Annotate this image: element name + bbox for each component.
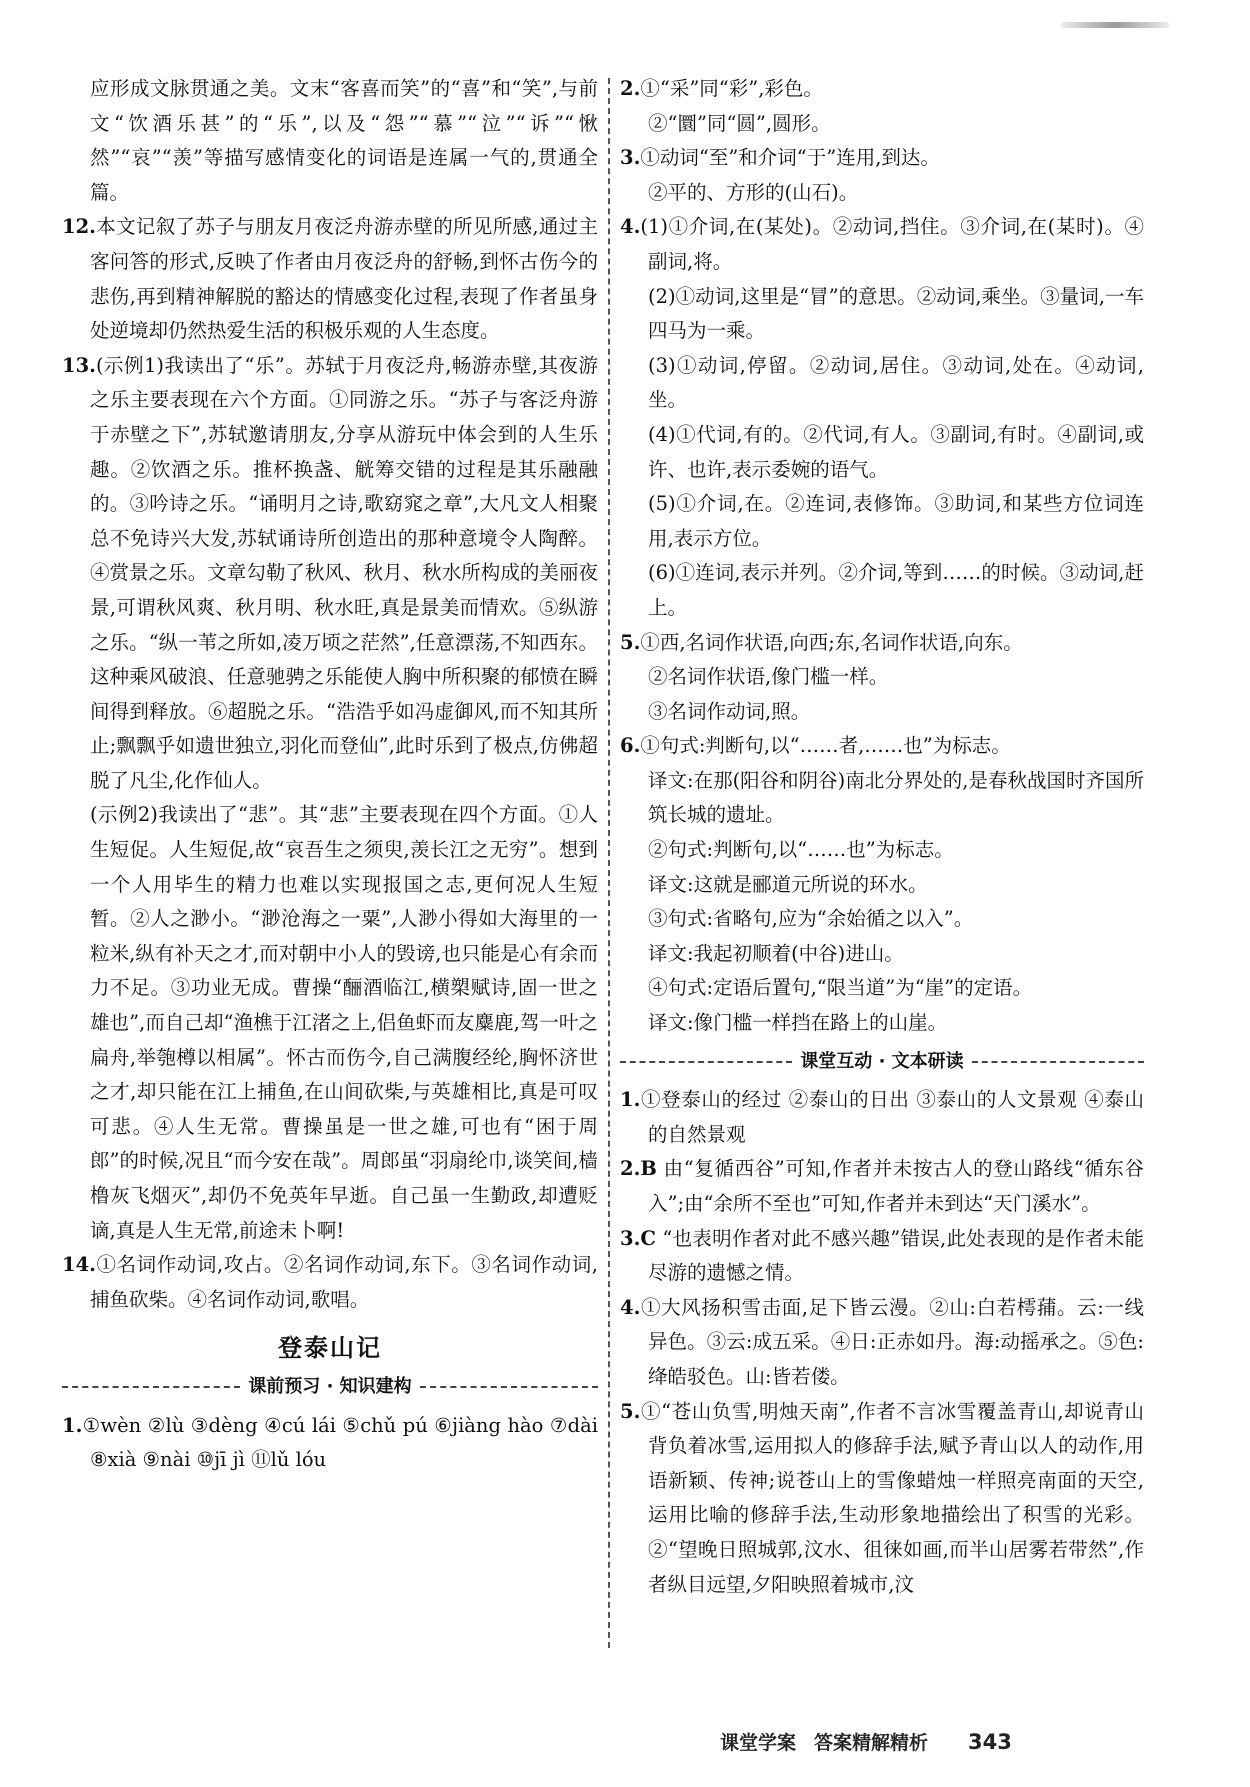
section-band-label: 课前预习 · 知识建构 [248,1375,412,1397]
answer-line: ②名词作状语,像门槛一样。 [648,665,889,689]
answer-line: (4)①代词,有的。②代词,有人。③副词,有时。④副词,或许、也许,表示委婉的语气。 [648,422,1144,481]
answer-number: 12. [62,215,96,239]
answer-number: 4. [620,215,641,239]
answer-line: (1)①介词,在(某处)。②动词,挡住。③介词,在(某时)。④副词,将。 [640,215,1144,273]
answer-text: ①wèn ②lù ③dèng ④cú lái ⑤chǔ pú ⑥jiàng hào ⑦dài ⑧xià ⑨nài ⑩jī jì ⑪lǔ lóu [82,1413,598,1472]
answer-line: ①动词“至”和介词“于”连用,到达。 [640,146,940,170]
right-column [620,72,1144,1602]
classroom-answer-3 [620,1222,1144,1291]
answer-line: 译文:这就是郦道元所说的环水。 [648,872,928,896]
answer-number: 14. [62,1253,96,1277]
dashed-rule [62,1386,240,1388]
answer-line: ③句式:省略句,应为“余始循之以入”。 [648,907,974,931]
answer-number: 4. [620,1295,641,1319]
answer-text: (示例1)我读出了“乐”。苏轼于月夜泛舟,畅游赤壁,其夜游之乐主要表现在六个方面。①同游之乐。“苏子与客泛舟游于赤壁之下”,苏轼邀请朋友,分享从游玩中体会到的人生乐趣。②饮酒之乐。推杯换盏、觥筹交错的过程是其乐融融的。③吟诗之乐。“诵明月之诗,歌窈窕之章”,大凡文人相聚总不免诗兴大发,苏轼诵诗所创造出的那种意境令人陶醉。④赏景之乐。文章勾勒了秋风、秋月、秋水所构成的美丽夜景,可谓秋风爽、秋月明、秋水旺,真是景美而情欢。⑤纵游之乐。“纵一苇之所如,凌万顷之茫然”,任意漂荡,不知西东。这种乘风破浪、任意驰骋之乐能使人胸中所积聚的郁愤在瞬间得到释放。⑥超脱之乐。“浩浩乎如冯虚御风,而不知其所止;飘飘乎如遗世独立,羽化而登仙”,此时乐到了极点,仿佛超脱了凡尘,化作仙人。 [90,353,598,792]
preview-answer-5 [620,626,1144,661]
page-number: 343 [968,1730,1012,1754]
preview-answer-3 [620,141,1144,176]
classroom-answer-4 [620,1291,1144,1395]
preview-answer-1 [62,1409,598,1478]
answer-line: ②句式:判断句,以“……也”为标志。 [648,838,954,862]
answer-line: (6)①连词,表示并列。②介词,等到……的时候。③动词,赶上。 [648,561,1144,619]
section-band-classroom [620,1045,1144,1080]
answer-13 [62,349,598,799]
answer-number: 6. [620,734,641,758]
answer-number: 5. [620,630,641,654]
preview-answer-6 [620,729,1144,764]
answer-line: ②“圜”同“圆”,圆形。 [648,111,831,135]
answer-line: (3)①动词,停留。②动词,居住。③动词,处在。④动词,坐。 [648,353,1144,412]
answer-number: 1. [620,1088,641,1112]
answer-line: 译文:像门槛一样挡在路上的山崖。 [648,1011,948,1035]
preview-answer-2 [620,72,1144,107]
answer-number: 3. [620,146,641,170]
answer-line: 译文:在那(阳谷和阴谷)南北分界处的,是春秋战国时齐国所筑长城的遗址。 [648,768,1144,827]
answer-text: “也表明作者对此不感兴趣”错误,此处表现的是作者未能尽游的遗憾之情。 [648,1226,1144,1285]
answer-line: ①西,名词作状语,向西;东,名词作状语,向东。 [640,630,1023,654]
classroom-answer-5 [620,1395,1144,1603]
answer-text: ①登泰山的经过 ②泰山的日出 ③泰山的人文景观 ④泰山的自然景观 [640,1088,1144,1146]
footer-subtitle: 答案精解精析 [814,1732,929,1754]
answer-13-example-2: (示例2)我读出了“悲”。其“悲”主要表现在四个方面。①人生短促。人生短促,故“哀吾生之须臾,羡长江之无穷”。想到一个人用毕生的精力也难以实现报国之志,更何况人生短暂。②人之渺小。“渺沧海之一粟”,人渺小得如大海里的一粒米,纵有补天之才,而对朝中小人的毁谤,也只能是心有余而力不足。③功业无成。曹操“酾酒临江,横槊赋诗,固一世之雄也”,而自己却“渔樵于江渚之上,侣鱼虾而友麋鹿,驾一叶之扁舟,举匏樽以相属”。怀古而伤今,自己满腹经纶,胸怀济世之才,却只能在江上捕鱼,在山间砍柴,与英雄相比,真是可叹可悲。④人生无常。曹操虽是一世之雄,可也有“困于周郎”的时候,况且“而今安在哉”。周郎虽“羽扇纶巾,谈笑间,樯橹灰飞烟灭”,却仍不免英年早逝。自己虽一生勤政,却遭贬谪,真是人生无常,前途未卜啊! [90,803,598,1242]
header-decoration [1060,22,1170,28]
preview-answer-4 [620,210,1144,279]
answer-number: 13. [62,353,96,377]
footer-book-title: 课堂学案 [720,1732,797,1754]
answer-text: 本文记叙了苏子与朋友月夜泛舟游赤壁的所见所感,通过主客问答的形式,反映了作者由月夜泛舟的舒畅,到怀古伤今的悲伤,再到精神解脱的豁达的情感变化过程,表现了作者虽身处逆境却仍然热爱生活的积极乐观的人生态度。 [90,215,598,343]
answer-line: ①句式:判断句,以“……者,……也”为标志。 [640,734,1011,758]
answer-line: (2)①动词,这里是“冒”的意思。②动词,乘坐。③量词,一车四马为一乘。 [648,284,1144,343]
column-divider [608,78,610,1648]
answer-number: 3.C [620,1226,656,1250]
answer-text: ①“苍山负雪,明烛天南”,作者不言冰雪覆盖青山,却说青山背负着冰雪,运用拟人的修辞手法,赋予青山以人的动作,用语新颖、传神;说苍山上的雪像蜡烛一样照亮南面的天空,运用比喻的修辞手法,生动形象地描绘出了积雪的光彩。②“望晚日照城郭,汶水、徂徕如画,而半山居雾若带然”,作者纵目远望,夕阳映照着城市,汶 [640,1399,1144,1596]
answer-number: 2.B [620,1157,657,1181]
answer-line: (5)①介词,在。②连词,表修饰。③助词,和某些方位词连用,表示方位。 [648,492,1144,550]
lesson-title: 登泰山记 [278,1334,382,1363]
answer-line: ②平的、方形的(山石)。 [648,180,859,204]
answer-12 [62,210,598,348]
answer-number: 2. [620,77,641,100]
answer-number: 1. [62,1413,83,1437]
classroom-answer-1 [620,1083,1144,1152]
section-band-label: 课堂互动 · 文本研读 [800,1050,964,1072]
answer-text: 由“复循西谷”可知,作者并未按古人的登山路线“循东谷入”;由“余所不至也”可知,作者并未到达“天门溪水”。 [648,1157,1144,1215]
dashed-rule [620,1061,792,1063]
answer-line: 译文:我起初顺着(中谷)进山。 [648,941,904,965]
answer-number: 5. [620,1399,641,1423]
page-footer [720,1728,1140,1755]
answer-14 [62,1248,598,1317]
classroom-answer-2 [620,1152,1144,1221]
answer-11-continued: 应形成文脉贯通之美。文末“客喜而笑”的“喜”和“笑”,与前文“饮酒乐甚”的“乐”,以及“怨”“慕”“泣”“诉”“愀然”“哀”“羡”等描写感情变化的词语是连属一气的,贯通全篇。 [90,77,598,204]
answer-line: ①“采”同“彩”,彩色。 [640,77,823,100]
answer-text: ①名词作动词,攻占。②名词作动词,东下。③名词作动词,捕鱼砍柴。④名词作动词,歌唱。 [90,1253,598,1311]
section-band-preview [62,1370,598,1405]
answer-text: ①大风扬积雪击面,足下皆云漫。②山:白若樗蒱。云:一线异色。③云:成五采。④日:正赤如丹。海:动摇承之。⑤色:绛皓驳色。山:皆若偻。 [640,1295,1144,1388]
dashed-rule [420,1386,598,1388]
answer-line: ③名词作动词,照。 [648,699,811,723]
dashed-rule [972,1061,1144,1063]
left-column [62,72,598,1478]
answer-line: ④句式:定语后置句,“限当道”为“崖”的定语。 [648,976,1033,1000]
